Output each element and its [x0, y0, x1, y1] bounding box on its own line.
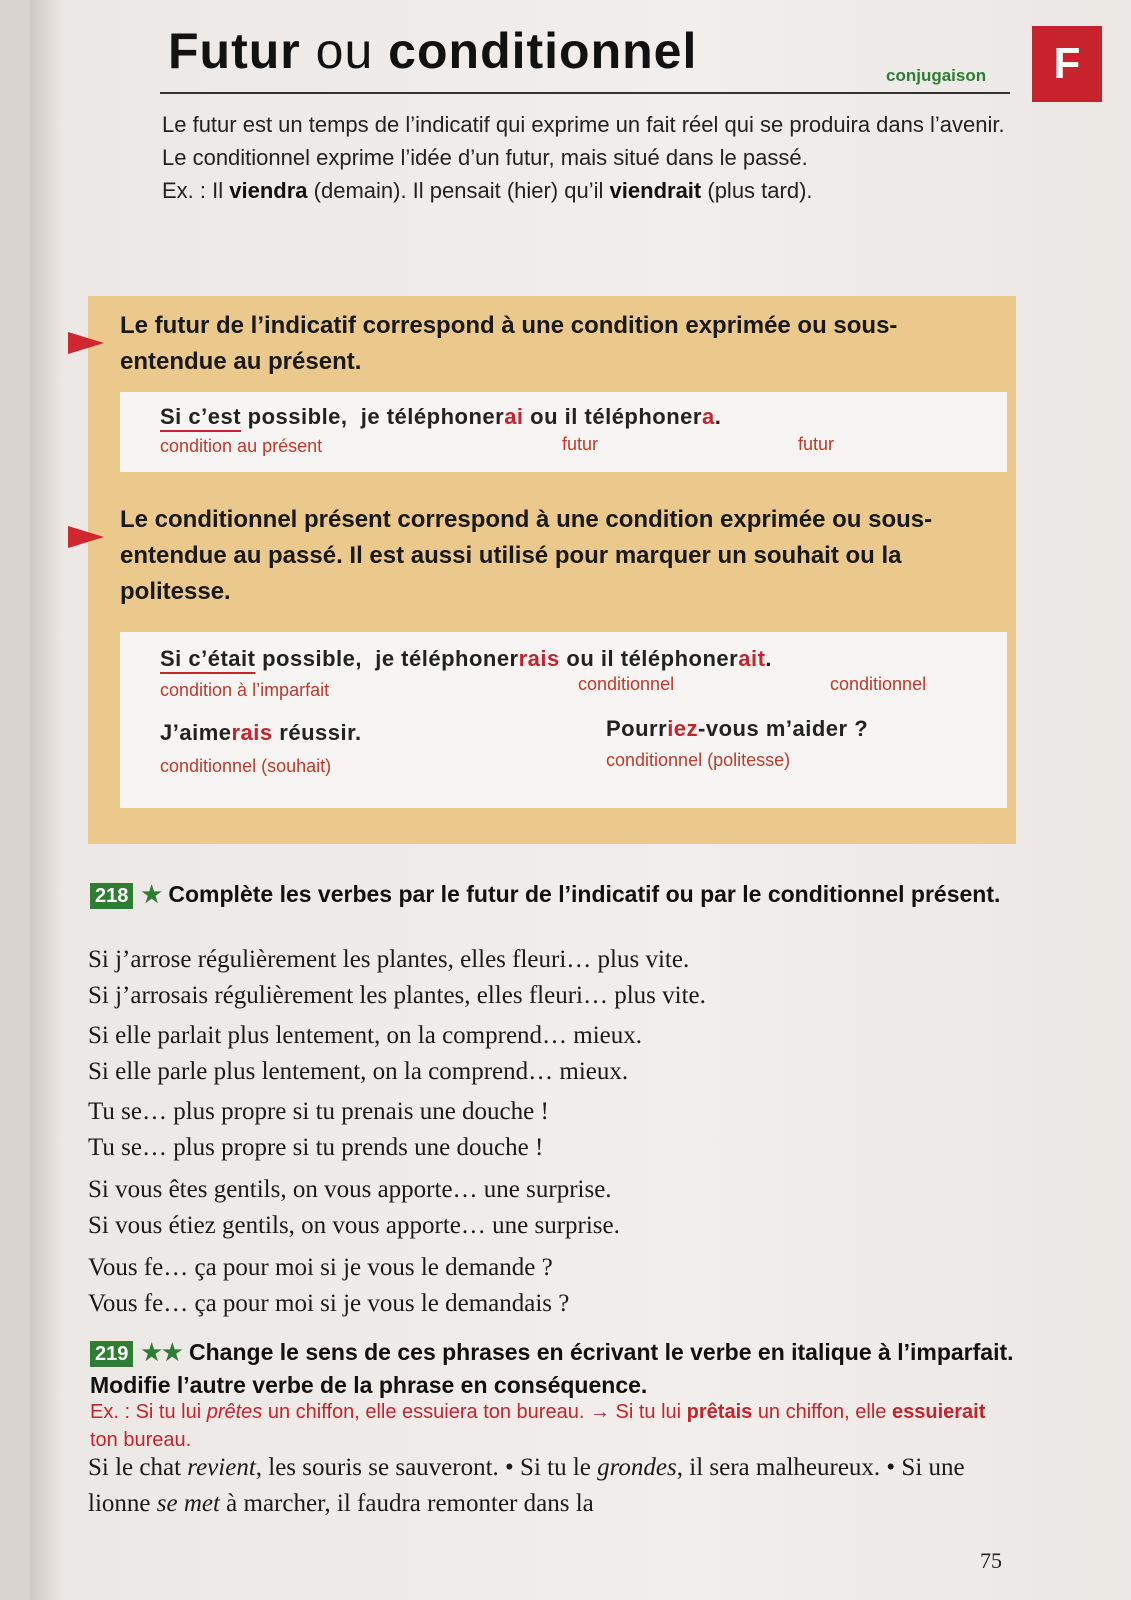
example-sentence-futur: Si c’est possible, je téléphonerai ou il téléphonera.	[160, 404, 722, 429]
label-futur-1: futur	[562, 434, 599, 454]
example-politesse: Pourriez-vous m’aider ?	[606, 716, 869, 741]
exercise-line: Vous fe… ça pour moi si je vous le demande ?	[88, 1254, 553, 1281]
exercise-line: Si j’arrosais régulièrement les plantes, elles fleuri… plus vite.	[88, 982, 706, 1009]
chapter-tab: F	[1032, 26, 1102, 102]
section-subtitle: conjugaison	[886, 66, 987, 85]
exercise-number: 218	[90, 883, 133, 909]
label-souhait: conditionnel (souhait)	[160, 756, 332, 776]
exercise-line: Si elle parle plus lentement, on la comprend… mieux.	[88, 1058, 629, 1085]
page-title: Futur ou conditionnel	[168, 23, 698, 79]
exercise-218-heading: 218 ★ Complète les verbes par le futur de l’indicatif ou par le conditionnel présent.	[90, 878, 1020, 911]
example-box-futur	[120, 392, 1007, 472]
intro-text	[162, 108, 1012, 207]
example-sentence-conditionnel: Si c’était possible, je téléphonerrais ou il téléphonerait.	[160, 646, 773, 671]
intro-example: Ex. : Il viendra (demain). Il pensait (hier) qu’il viendrait (plus tard).	[162, 178, 813, 203]
label-politesse: conditionnel (politesse)	[606, 750, 791, 770]
star-icon: ★	[141, 881, 162, 907]
exercise-line: Si vous êtes gentils, on vous apporte… une surprise.	[88, 1176, 612, 1203]
intro-paragraph: Le futur est un temps de l’indicatif qui exprime un fait réel qui se produira dans l’avenir. Le conditionnel exprime l’idée d’un futur, mais situé dans le passé.	[162, 112, 1005, 170]
rule-futur: Le futur de l’indicatif correspond à une condition exprimée ou sous-entendue au présent.	[120, 312, 898, 375]
label-futur-2: futur	[798, 434, 835, 454]
exercise-number: 219	[90, 1341, 133, 1367]
page-number: 75	[980, 1548, 1002, 1573]
title-divider	[160, 92, 1010, 94]
exercise-219-text: Si le chat revient, les souris se sauveront. • Si tu le grondes, il sera malheureux. • Si une lionne se met à marcher, il faudra remonter dans la	[88, 1454, 965, 1517]
arrow-icon	[68, 526, 104, 548]
exercise-219-example: Ex. : Si tu lui prêtes un chiffon, elle essuiera ton bureau. → Si tu lui prêtais un chiffon, elle essuierait ton bureau.	[90, 1401, 986, 1451]
label-conditionnel-2: conditionnel	[830, 674, 927, 694]
exercise-line: Si j’arrose régulièrement les plantes, elles fleuri… plus vite.	[88, 946, 690, 973]
exercise-219-heading: 219 ★★ Change le sens de ces phrases en écrivant le verbe en italique à l’imparfait. Modifie l’autre verbe de la phrase en conséquence.	[90, 1339, 1014, 1398]
star-icon: ★★	[141, 1339, 183, 1365]
exercise-line: Tu se… plus propre si tu prenais une douche !	[88, 1098, 549, 1125]
exercise-line: Si elle parlait plus lentement, on la comprend… mieux.	[88, 1022, 643, 1049]
rule-conditionnel: Le conditionnel présent correspond à une condition exprimée ou sous-entendue au passé. Il est aussi utilisé pour marquer un souhait ou la politesse.	[120, 506, 933, 605]
exercise-line: Tu se… plus propre si tu prends une douche !	[88, 1134, 544, 1161]
label-condition: condition au présent	[160, 436, 323, 456]
label-condition-imparfait: condition à l’imparfait	[160, 680, 330, 700]
label-conditionnel-1: conditionnel	[578, 674, 675, 694]
example-souhait: J’aimerais réussir.	[160, 720, 362, 745]
exercise-line: Vous fe… ça pour moi si je vous le demandais ?	[88, 1290, 570, 1317]
arrow-icon	[68, 332, 104, 354]
example-box-conditionnel	[120, 632, 1007, 808]
rules-panel	[88, 296, 1016, 844]
exercise-line: Si vous étiez gentils, on vous apporte… une surprise.	[88, 1212, 620, 1239]
